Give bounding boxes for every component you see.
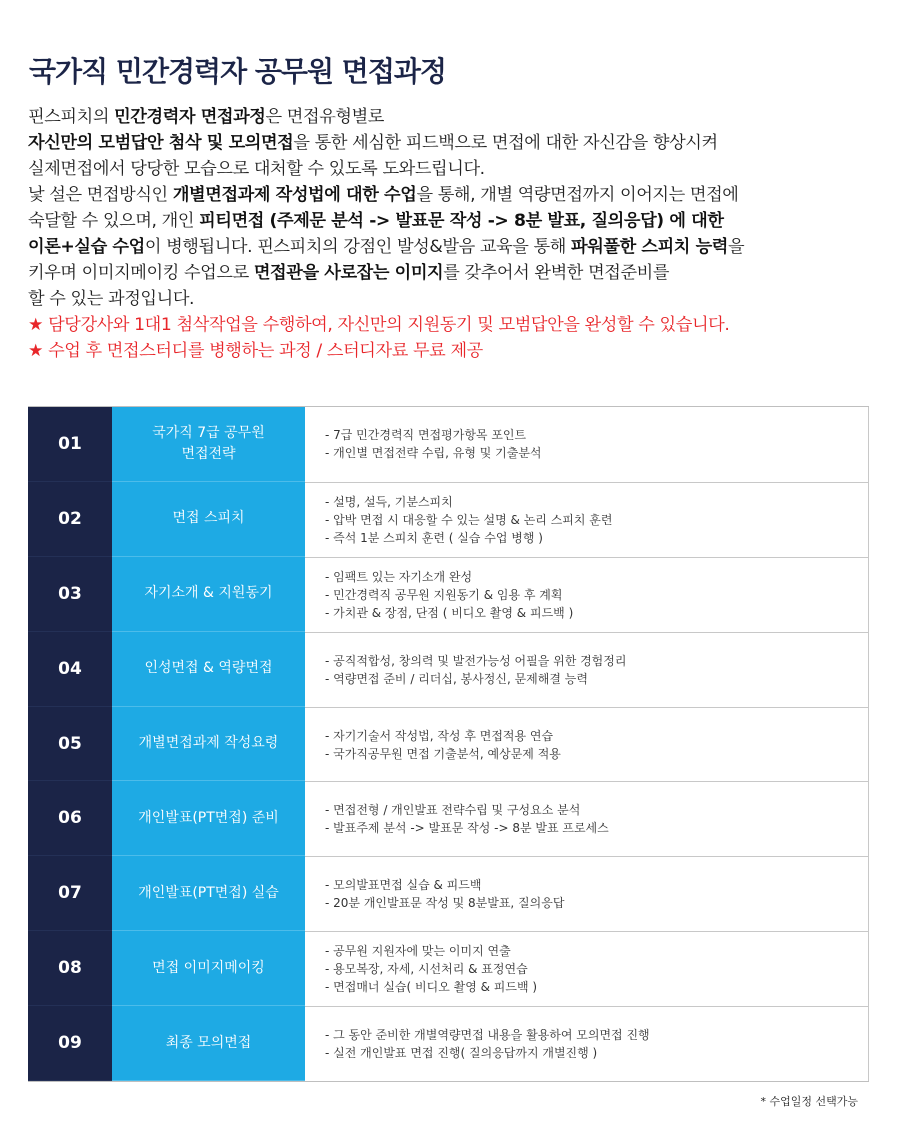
session-topic-label: 개인발표(PT면접) 실습 <box>138 884 279 901</box>
session-topic <box>112 1006 305 1081</box>
intro-segment: 실제면접에서 당당한 모습으로 대처할 수 있도록 도와드립니다. <box>28 159 485 179</box>
session-topic <box>112 632 305 707</box>
session-number: 03 <box>28 557 112 632</box>
session-detail-item: - 국가직공무원 면접 기출분석, 예상문제 적용 <box>325 746 561 761</box>
intro-line <box>28 182 888 208</box>
session-topic-label: 인성면접 & 역량면접 <box>144 660 273 677</box>
session-detail-item: - 20분 개인발표문 작성 및 8분발표, 질의응답 <box>325 896 565 911</box>
session-topic <box>112 931 305 1006</box>
session-detail-item: - 7급 민간경력직 면접평가항목 포인트 <box>325 428 527 443</box>
intro-line <box>28 338 888 364</box>
curriculum-row <box>28 856 869 931</box>
session-topic <box>112 407 305 482</box>
session-detail-item: - 공직적합성, 창의력 및 발전가능성 어필을 위한 경험정리 <box>325 653 627 668</box>
intro-emphasis: 개별면접과제 작성법에 대한 수업 <box>172 185 417 205</box>
session-topic-label: 국가직 7급 공무원 면접전략 <box>152 424 265 462</box>
intro-emphasis: 이론+실습 수업 <box>28 237 145 257</box>
session-detail-item: - 가치관 & 장점, 단점 ( 비디오 촬영 & 피드백 ) <box>325 605 574 620</box>
intro-line <box>28 286 888 312</box>
intro-emphasis: 민간경력자 면접과정 <box>114 107 266 127</box>
session-topic-label: 면접 이미지메이킹 <box>152 959 265 976</box>
session-detail-item: - 공무원 지원자에 맞는 이미지 연출 <box>325 944 511 959</box>
intro-line <box>28 130 888 156</box>
intro-segment: 할 수 있는 과정입니다. <box>28 289 195 309</box>
intro-line <box>28 260 888 286</box>
session-number: 09 <box>28 1006 112 1081</box>
curriculum-row <box>28 1006 869 1081</box>
intro-emphasis: 면접관을 사로잡는 이미지 <box>253 263 444 283</box>
curriculum-row <box>28 632 869 707</box>
intro-segment: 이 병행됩니다. 핀스피치의 강점인 발성&발음 교육을 통해 <box>144 237 571 257</box>
session-detail-item: - 설명, 설득, 기분스피치 <box>325 494 453 509</box>
session-detail-item: - 즉석 1분 스피치 훈련 ( 실습 수업 병행 ) <box>325 530 543 545</box>
intro-segment: 은 면접유형별로 <box>265 107 385 127</box>
session-detail-item: - 용모복장, 자세, 시선처리 & 표정연습 <box>325 962 528 977</box>
session-details <box>305 707 869 782</box>
session-details <box>305 407 869 482</box>
session-topic <box>112 781 305 856</box>
session-topic <box>112 707 305 782</box>
session-detail-item: - 그 동안 준비한 개별역량면접 내용을 활용하여 모의면접 진행 <box>325 1028 650 1043</box>
intro-segment: 을 통해, 개별 역량면접까지 이어지는 면접에 <box>416 185 739 205</box>
session-details <box>305 632 869 707</box>
intro-segment: 를 갖추어서 완벽한 면접준비를 <box>443 263 670 283</box>
session-topic-label: 개인발표(PT면접) 준비 <box>138 809 279 826</box>
curriculum-row <box>28 931 869 1006</box>
session-number: 01 <box>28 407 112 482</box>
intro-highlight: ★ 담당강사와 1대1 첨삭작업을 수행하여, 자신만의 지원동기 및 모범답안을 완성할 수 있습니다. <box>28 315 730 335</box>
session-number: 07 <box>28 856 112 931</box>
session-details <box>305 781 869 856</box>
session-detail-item: - 자기기술서 작성법, 작성 후 면접적용 연습 <box>325 728 554 743</box>
session-detail-item: - 역량면접 준비 / 리더십, 봉사정신, 문제해결 능력 <box>325 671 588 686</box>
intro-segment: 핀스피치의 <box>28 107 115 127</box>
session-detail-item: - 면접전형 / 개인발표 전략수립 및 구성요소 분석 <box>325 803 581 818</box>
session-number: 04 <box>28 632 112 707</box>
session-details <box>305 1006 869 1081</box>
intro-line <box>28 156 888 182</box>
session-topic <box>112 557 305 632</box>
page-title: 국가직 민간경력자 공무원 면접과정 <box>29 55 446 88</box>
curriculum-row <box>28 557 869 632</box>
session-details <box>305 482 869 557</box>
session-detail-item: - 민간경력직 공무원 지원동기 & 임용 후 계획 <box>325 587 563 602</box>
intro-emphasis: 피티면접 (주제문 분석 -> 발표문 작성 -> 8분 발표, 질의응답) 에 대한 <box>199 211 724 231</box>
curriculum-row <box>28 482 869 557</box>
session-topic-label: 개별면접과제 작성요령 <box>138 735 279 751</box>
intro-segment: 숙달할 수 있으며, 개인 <box>28 211 200 231</box>
intro-segment: 을 <box>728 237 745 257</box>
schedule-note: * 수업일정 선택가능 <box>760 1095 858 1108</box>
intro-line <box>28 104 888 130</box>
intro-line <box>28 234 888 260</box>
session-detail-item: - 모의발표면접 실습 & 피드백 <box>325 878 482 893</box>
session-detail-item: - 실전 개인발표 면접 진행( 질의응답까지 개별진행 ) <box>325 1046 598 1061</box>
intro-line <box>28 312 888 338</box>
session-number: 08 <box>28 931 112 1006</box>
intro-highlight: ★ 수업 후 면접스터디를 병행하는 과정 / 스터디자료 무료 제공 <box>28 341 483 361</box>
session-details <box>305 931 869 1006</box>
session-detail-item: - 임팩트 있는 자기소개 완성 <box>325 569 473 584</box>
intro-segment: 키우며 이미지메이킹 수업으로 <box>28 263 254 283</box>
intro-emphasis: 자신만의 모범답안 첨삭 및 모의면접 <box>28 133 294 153</box>
session-detail-item: - 발표주제 분석 -> 발표문 작성 -> 8분 발표 프로세스 <box>325 821 609 836</box>
session-detail-item: - 면접매너 실습( 비디오 촬영 & 피드백 ) <box>325 980 538 995</box>
session-number: 05 <box>28 707 112 782</box>
intro-emphasis: 파워풀한 스피치 능력 <box>571 237 728 257</box>
intro-segment: 을 통한 세심한 피드백으로 면접에 대한 자신감을 향상시켜 <box>293 133 718 153</box>
session-details <box>305 856 869 931</box>
session-detail-item: - 개인별 면접전략 수립, 유형 및 기출분석 <box>325 446 542 461</box>
session-detail-item: - 압박 면접 시 대응할 수 있는 설명 & 논리 스피치 훈련 <box>325 512 613 527</box>
session-number: 06 <box>28 781 112 856</box>
session-topic-label: 최종 모의면접 <box>165 1034 252 1051</box>
curriculum-row <box>28 407 869 482</box>
curriculum-row <box>28 781 869 856</box>
intro-line <box>28 208 888 234</box>
session-topic-label: 자기소개 & 지원동기 <box>144 585 273 602</box>
session-topic <box>112 482 305 557</box>
curriculum-table <box>28 406 869 1082</box>
curriculum-row <box>28 707 869 782</box>
session-topic <box>112 856 305 931</box>
session-details <box>305 557 869 632</box>
intro-segment: 낯 설은 면접방식인 <box>28 185 173 205</box>
session-topic-label: 면접 스피치 <box>172 510 245 527</box>
session-number: 02 <box>28 482 112 557</box>
intro-text <box>28 104 888 364</box>
